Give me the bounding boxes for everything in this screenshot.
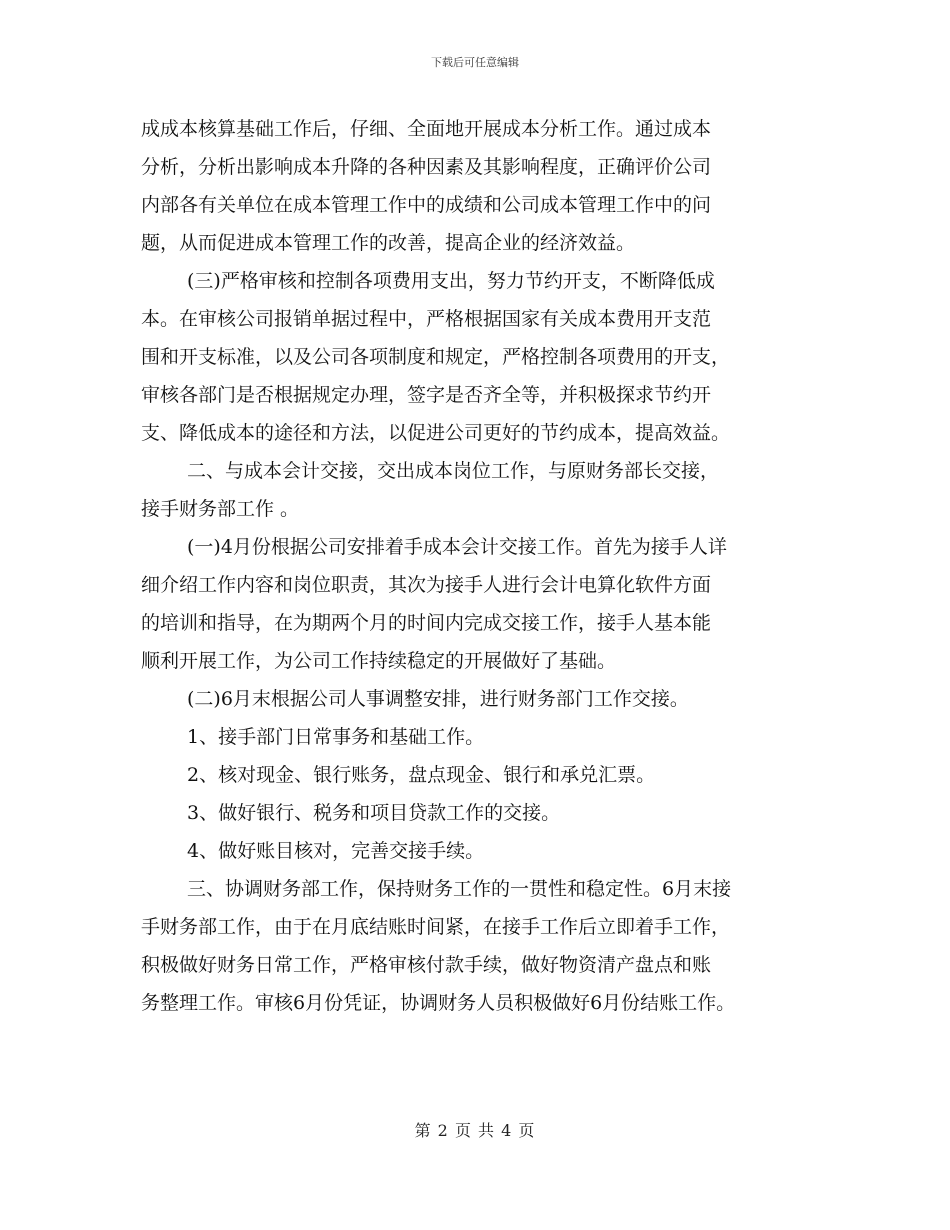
text-line: (一)4月份根据公司安排着手成本会计交接工作。首先为接手人详 [187, 536, 727, 558]
text-line: 围和开支标准，以及公司各项制度和规定，严格控制各项费用的开支， [141, 346, 731, 368]
text-line: 审核各部门是否根据规定办理，签字是否齐全等，并积极探求节约开 [141, 384, 712, 406]
text-line: 顺利开展工作，为公司工作持续稳定的开展做好了基础。 [141, 650, 617, 672]
text-line: 3、做好银行、税务和项目贷款工作的交接。 [187, 802, 561, 824]
text-line: 题，从而促进成本管理工作的改善，提高企业的经济效益。 [141, 232, 636, 254]
text-line: (二)6月末根据公司人事调整安排，进行财务部门工作交接。 [187, 688, 689, 710]
text-line: 支、降低成本的途径和方法，以促进公司更好的节约成本，提高效益。 [141, 422, 731, 444]
text-line: 分析，分析出影响成本升降的各种因素及其影响程度，正确评价公司 [141, 156, 712, 178]
document-body [141, 110, 831, 1022]
page-number: 第 2 页 共 4 页 [414, 1121, 536, 1140]
text-line: 成成本核算基础工作后，仔细、全面地开展成本分析工作。通过成本 [141, 118, 712, 140]
text-line: 2、核对现金、银行账务，盘点现金、银行和承兑汇票。 [187, 764, 656, 786]
text-line: 接手财务部工作 。 [141, 498, 300, 520]
text-line: 本。在审核公司报销单据过程中，严格根据国家有关成本费用开支范 [141, 308, 712, 330]
text-line: (三)严格审核和控制各项费用支出，努力节约开支，不断降低成 [187, 270, 715, 292]
text-line: 细介绍工作内容和岗位职责，其次为接手人进行会计电算化软件方面 [141, 574, 712, 596]
text-line: 1、接手部门日常事务和基础工作。 [187, 726, 485, 748]
text-line: 积极做好财务日常工作，严格审核付款手续，做好物资清产盘点和账 [141, 954, 712, 976]
text-line: 手财务部工作，由于在月底结账时间紧，在接手工作后立即着手工作， [141, 916, 731, 938]
text-line: 务整理工作。审核6月份凭证，协调财务人员积极做好6月份结账工作。 [141, 992, 736, 1014]
text-line: 三、协调财务部工作，保持财务工作的一贯性和稳定性。6月末接 [187, 878, 732, 900]
text-line: 的培训和指导，在为期两个月的时间内完成交接工作，接手人基本能 [141, 612, 712, 634]
text-line: 二、与成本会计交接，交出成本岗位工作，与原财务部长交接， [187, 460, 720, 482]
text-line: 内部各有关单位在成本管理工作中的成绩和公司成本管理工作中的问 [141, 194, 712, 216]
text-line: 4、做好账目核对，完善交接手续。 [187, 840, 485, 862]
page-header: 下载后可任意编辑 [431, 56, 519, 69]
